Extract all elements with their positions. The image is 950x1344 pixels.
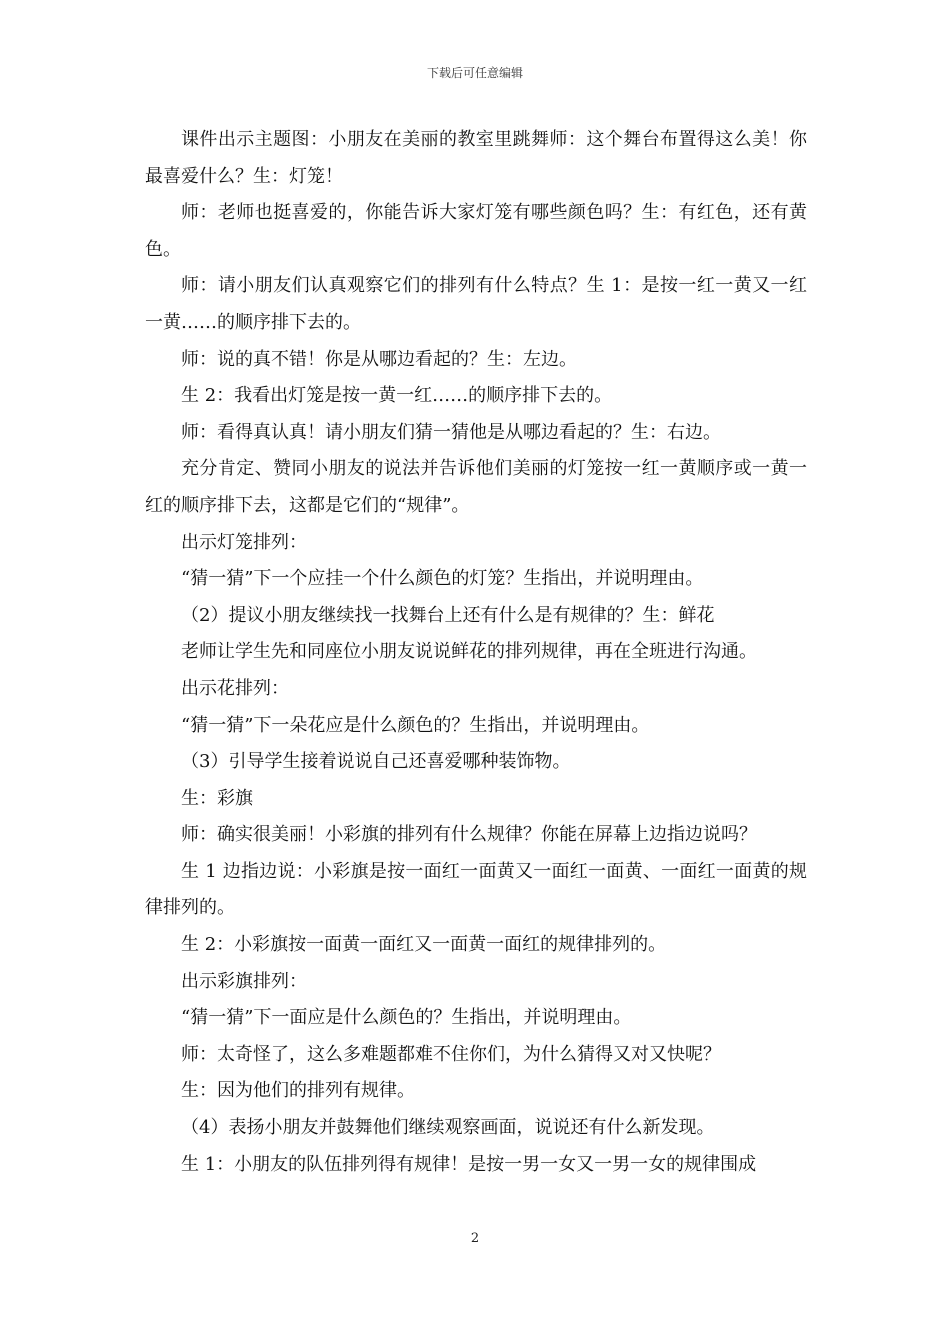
paragraph: （4）表扬小朋友并鼓舞他们继续观察画面，说说还有什么新发现。 bbox=[181, 1117, 715, 1139]
paragraph: 出示花排列： bbox=[181, 677, 289, 699]
paragraph: 出示彩旗排列： bbox=[181, 970, 307, 992]
paragraph: 老师让学生先和同座位小朋友说说鲜花的排列规律，再在全班进行沟通。 bbox=[181, 641, 757, 663]
paragraph: “猜一猜”下一个应挂一个什么颜色的灯笼？生指出，并说明理由。 bbox=[181, 568, 704, 590]
paragraph: 师：太奇怪了，这么多难题都难不住你们，为什么猜得又对又快呢？ bbox=[181, 1043, 721, 1065]
paragraph: 生：彩旗 bbox=[181, 787, 253, 809]
paragraph: “猜一猜”下一朵花应是什么颜色的？生指出，并说明理由。 bbox=[181, 714, 650, 736]
paragraph: 生：因为他们的排列有规律。 bbox=[181, 1080, 415, 1102]
paragraph: “猜一猜”下一面应是什么颜色的？生指出，并说明理由。 bbox=[181, 1007, 632, 1029]
paragraph: 生 2：我看出灯笼是按一黄一红……的顺序排下去的。 bbox=[181, 385, 613, 407]
page-number: 2 bbox=[470, 1231, 480, 1246]
paragraph: 出示灯笼排列： bbox=[181, 531, 307, 553]
paragraph: 师：说的真不错！你是从哪边看起的？生：左边。 bbox=[181, 348, 577, 370]
paragraph: 师：请小朋友们认真观察它们的排列有什么特点？生 1：是按一红一黄又一红一黄……的顺序排下去的。 bbox=[145, 275, 807, 333]
page-header: 下载后可任意编辑 bbox=[426, 66, 523, 80]
paragraph: 师：看得真认真！请小朋友们猜一猜他是从哪边看起的？生：右边。 bbox=[181, 421, 721, 443]
paragraph: （3）引导学生接着说说自己还喜爱哪种装饰物。 bbox=[181, 751, 571, 773]
paragraph: （2）提议小朋友继续找一找舞台上还有什么是有规律的？生：鲜花 bbox=[181, 604, 715, 626]
paragraph: 生 1 边指边说：小彩旗是按一面红一面黄又一面红一面黄、一面红一面黄的规律排列的。 bbox=[145, 860, 807, 919]
document-body bbox=[145, 122, 807, 1183]
paragraph: 课件出示主题图：小朋友在美丽的教室里跳舞师：这个舞台布置得这么美！你最喜爱什么？生：灯笼！ bbox=[145, 129, 807, 187]
paragraph: 生 2：小彩旗按一面黄一面红又一面黄一面红的规律排列的。 bbox=[181, 934, 667, 956]
paragraph: 师：老师也挺喜爱的，你能告诉大家灯笼有哪些颜色吗？生：有红色，还有黄色。 bbox=[145, 202, 807, 260]
paragraph: 充分肯定、赞同小朋友的说法并告诉他们美丽的灯笼按一红一黄顺序或一黄一红的顺序排下去，这都是它们的“规律”。 bbox=[145, 458, 807, 516]
paragraph: 师：确实很美丽！小彩旗的排列有什么规律？你能在屏幕上边指边说吗？ bbox=[181, 824, 757, 846]
paragraph: 生 1：小朋友的队伍排列得有规律！是按一男一女又一男一女的规律围成 bbox=[181, 1153, 757, 1175]
